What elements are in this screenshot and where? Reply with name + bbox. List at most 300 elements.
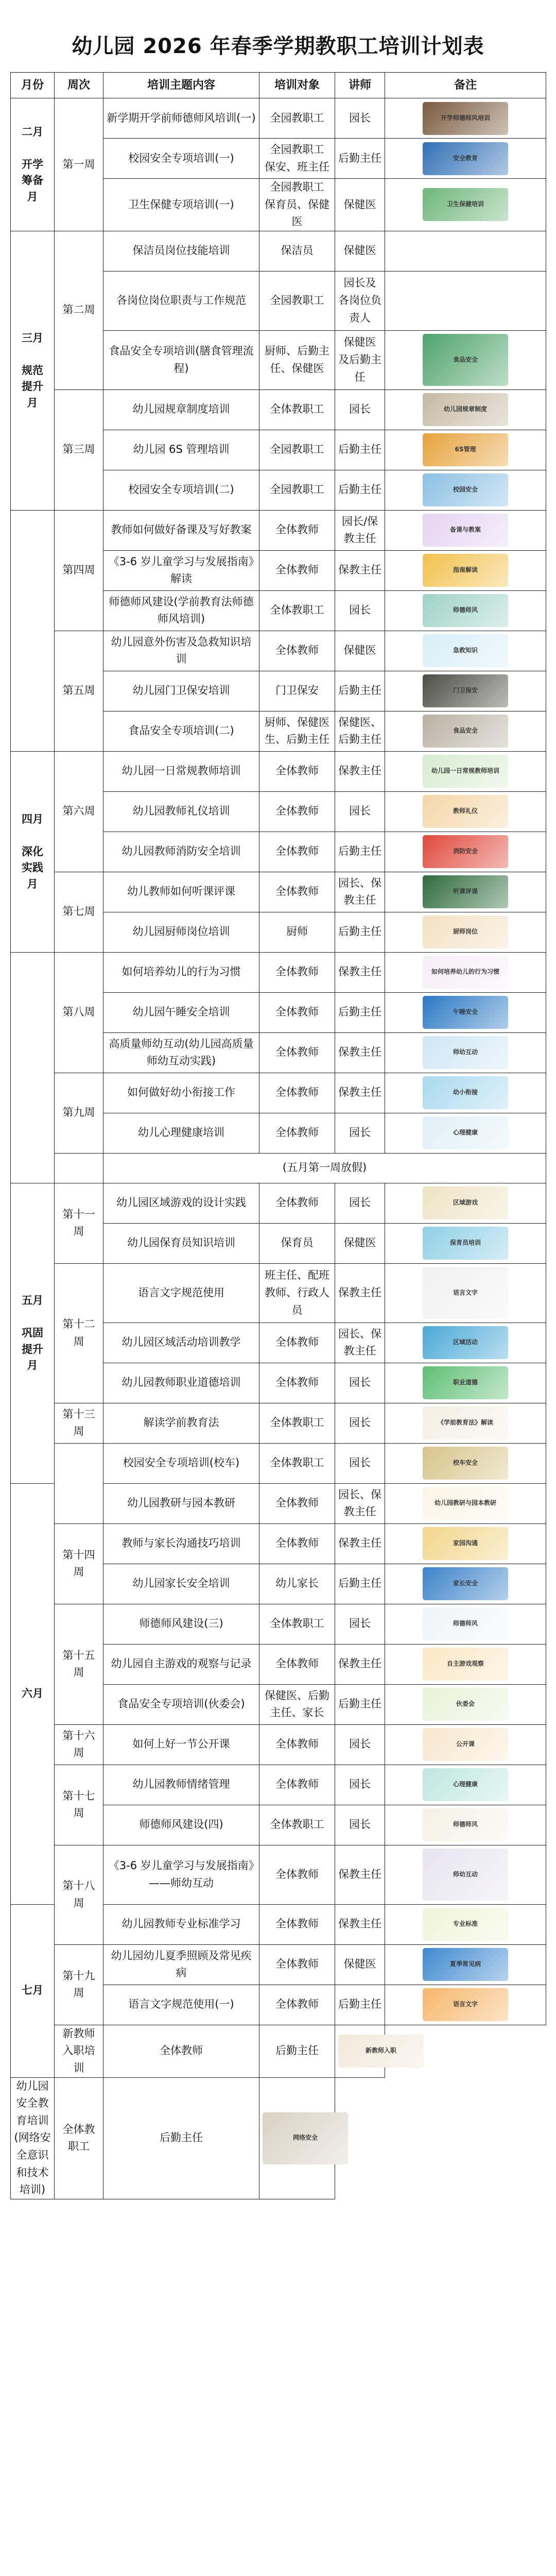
target-cell: 全体教职工 <box>259 1443 335 1483</box>
target-cell: 全体教师 <box>259 1724 335 1765</box>
note-cell <box>385 671 546 711</box>
table-row <box>11 1403 546 1443</box>
week-cell: 第一周 <box>55 98 103 231</box>
target-cell: 全体教师 <box>259 631 335 671</box>
topic-cell: 幼儿园幼儿夏季照顾及常见疾病 <box>103 1944 259 1985</box>
month-cell: 五月 巩固 提升 月 <box>11 1183 55 1483</box>
note-thumbnail-image <box>423 1366 508 1399</box>
note-cell <box>385 510 546 550</box>
target-cell: 全体教师 <box>259 510 335 550</box>
lecturer-cell: 园长 <box>335 1363 385 1403</box>
lecturer-cell: 保教主任 <box>335 550 385 590</box>
note-thumbnail-caption: 师德师风 <box>453 1620 478 1628</box>
note-thumbnail-caption: 公开课 <box>456 1740 475 1748</box>
topic-cell: 食品安全专项培训(伙委会) <box>103 1684 259 1724</box>
note-thumbnail-caption: 保育员培训 <box>449 1239 481 1247</box>
lecturer-cell: 后勤主任 <box>335 992 385 1032</box>
note-cell <box>385 1985 546 2025</box>
topic-cell: 语言文字规范使用 <box>103 1263 259 1323</box>
lecturer-cell: 园长 <box>335 1604 385 1644</box>
week-cell <box>55 1443 103 1523</box>
lecturer-cell: 后勤主任 <box>335 1564 385 1604</box>
note-cell <box>385 1403 546 1443</box>
target-cell: 全体教师 <box>259 1183 335 1223</box>
note-cell <box>385 872 546 912</box>
table-row <box>11 2077 546 2199</box>
note-thumbnail-image <box>423 1267 508 1319</box>
note-cell <box>385 330 546 389</box>
note-cell <box>385 430 546 470</box>
note-thumbnail-caption: 指南解读 <box>453 566 478 574</box>
week-cell: 第三周 <box>55 389 103 510</box>
lecturer-cell: 保健医 及后勤主任 <box>335 330 385 389</box>
lecturer-cell: 保教主任 <box>335 1523 385 1564</box>
note-thumbnail-caption: 听课评课 <box>453 888 478 895</box>
note-thumbnail-caption: 门卫保安 <box>453 687 478 694</box>
lecturer-cell: 保教主任 <box>335 1032 385 1073</box>
topic-cell: 幼儿园教师职业道德培训 <box>103 1363 259 1403</box>
note-thumbnail-caption: 《学前教育法》解读 <box>437 1419 493 1427</box>
topic-cell: 语言文字规范使用(一) <box>103 1985 259 2025</box>
lecturer-cell: 后勤主任 <box>259 2025 335 2077</box>
header-month: 月份 <box>11 73 55 98</box>
note-cell <box>385 1644 546 1684</box>
lecturer-cell: 保教主任 <box>335 952 385 992</box>
note-cell <box>385 1323 546 1363</box>
note-thumbnail-caption: 伙委会 <box>456 1700 475 1708</box>
topic-cell: 幼儿园午睡安全培训 <box>103 992 259 1032</box>
note-thumbnail-caption: 夏季常见病 <box>449 1960 481 1968</box>
header-note: 备注 <box>385 73 546 98</box>
note-thumbnail-image <box>423 715 508 748</box>
lecturer-cell: 园长/保教主任 <box>335 510 385 550</box>
table-header-row <box>11 73 546 98</box>
lecturer-cell: 保健医 <box>335 631 385 671</box>
note-cell <box>385 1523 546 1564</box>
table-row <box>11 1724 546 1765</box>
target-cell: 全体教师 <box>103 2025 259 2077</box>
lecturer-cell: 园长、保教主任 <box>335 872 385 912</box>
note-thumbnail-image <box>423 1908 508 1941</box>
note-thumbnail-caption: 开学师德师风培训 <box>440 114 490 122</box>
note-thumbnail-caption: 专业标准 <box>453 1920 478 1928</box>
note-thumbnail-caption: 语言文字 <box>453 2001 478 2008</box>
lecturer-cell: 园长 <box>335 98 385 139</box>
note-thumbnail-image <box>423 102 508 135</box>
target-cell: 全园教职工 保安、班主任 <box>259 139 335 179</box>
topic-cell: 如何做好幼小衔接工作 <box>103 1073 259 1113</box>
topic-cell: 校园安全专项培训(二) <box>103 470 259 510</box>
note-thumbnail-image <box>423 996 508 1029</box>
table-row <box>11 98 546 139</box>
target-cell: 全园教职工 <box>259 271 335 330</box>
target-cell: 全体教师 <box>259 791 335 832</box>
note-cell <box>385 631 546 671</box>
topic-cell: 高质量师幼互动(幼儿园高质量师幼互动实践) <box>103 1032 259 1073</box>
note-cell <box>385 1363 546 1403</box>
note-cell <box>385 912 546 952</box>
lecturer-cell: 保教主任 <box>335 1904 385 1944</box>
lecturer-cell: 保健医 <box>335 179 385 231</box>
week-cell: 第十六周 <box>55 1724 103 1765</box>
target-cell: 全体教师 <box>259 1644 335 1684</box>
lecturer-cell: 后勤主任 <box>103 2077 259 2199</box>
target-cell: 班主任、配班教师、行政人员 <box>259 1263 335 1323</box>
header-lecturer: 讲师 <box>335 73 385 98</box>
note-thumbnail-image <box>423 433 508 466</box>
note-thumbnail-image <box>338 2035 424 2067</box>
lecturer-cell: 后勤主任 <box>335 1684 385 1724</box>
table-row <box>11 1153 546 1183</box>
lecturer-cell: 后勤主任 <box>335 832 385 872</box>
lecturer-cell: 园长 <box>335 590 385 631</box>
lecturer-cell: 后勤主任 <box>335 470 385 510</box>
note-cell <box>385 1904 546 1944</box>
lecturer-cell: 保教主任 <box>335 1644 385 1684</box>
week-cell: 第十二周 <box>55 1263 103 1403</box>
target-cell: 厨师 <box>259 912 335 952</box>
target-cell: 全体教职工 <box>259 590 335 631</box>
target-cell: 全园教职工 <box>259 98 335 139</box>
note-thumbnail-image <box>423 188 508 221</box>
topic-cell: 幼儿园自主游戏的观察与记录 <box>103 1644 259 1684</box>
note-thumbnail-caption: 6S管理 <box>455 446 476 453</box>
target-cell: 全体教师 <box>259 1323 335 1363</box>
week-cell: 第十八周 <box>55 1845 103 1944</box>
topic-cell: 教师与家长沟通技巧培训 <box>103 1523 259 1564</box>
note-thumbnail-caption: 家长安全 <box>453 1580 478 1587</box>
note-thumbnail-caption: 厨师岗位 <box>453 928 478 936</box>
training-plan-table <box>10 72 546 2199</box>
table-row <box>11 1183 546 1223</box>
table-row <box>11 1765 546 1805</box>
note-thumbnail-caption: 自主游戏观察 <box>446 1660 484 1668</box>
note-thumbnail-caption: 师德师风 <box>453 1821 478 1828</box>
target-cell: 全体教师 <box>259 550 335 590</box>
topic-cell: 教师如何做好备课及写好教案 <box>103 510 259 550</box>
lecturer-cell: 园长、保教主任 <box>335 1323 385 1363</box>
header-target: 培训对象 <box>259 73 335 98</box>
note-thumbnail-caption: 如何培养幼儿的行为习惯 <box>431 968 499 976</box>
note-thumbnail-image <box>423 674 508 707</box>
topic-cell: 幼儿园教师专业标准学习 <box>103 1904 259 1944</box>
note-thumbnail-image <box>423 334 508 386</box>
note-thumbnail-image <box>423 393 508 426</box>
note-thumbnail-image <box>423 1948 508 1981</box>
topic-cell: 幼儿园家长安全培训 <box>103 1564 259 1604</box>
lecturer-cell: 后勤主任 <box>335 1985 385 2025</box>
note-cell <box>385 1223 546 1263</box>
topic-cell: 幼儿园教师情绪管理 <box>103 1765 259 1805</box>
lecturer-cell: 保健医 <box>335 1944 385 1985</box>
target-cell: 全体教师 <box>259 1765 335 1805</box>
topic-cell: 幼儿园一日常规教师培训 <box>103 751 259 791</box>
week-cell: 第十九周 <box>55 1944 103 2025</box>
topic-cell: 幼儿教师如何听课评课 <box>103 872 259 912</box>
topic-cell: 幼儿园厨师岗位培训 <box>103 912 259 952</box>
topic-cell: 校园安全专项培训(校车) <box>103 1443 259 1483</box>
note-thumbnail-image <box>423 1447 508 1480</box>
note-thumbnail-caption: 师幼互动 <box>453 1048 478 1056</box>
note-thumbnail-image <box>423 1768 508 1801</box>
note-cell <box>385 179 546 231</box>
note-thumbnail-image <box>423 1487 508 1520</box>
note-cell <box>385 1805 546 1845</box>
note-thumbnail-image <box>423 514 508 547</box>
note-thumbnail-image <box>263 2112 348 2164</box>
month-cell: 六月 <box>11 1483 55 1904</box>
target-cell: 全体教师 <box>259 952 335 992</box>
note-thumbnail-image <box>423 1406 508 1439</box>
page-title: 幼儿园 2026 年春季学期教职工培训计划表 <box>72 35 484 58</box>
target-cell: 全体教师 <box>259 751 335 791</box>
lecturer-cell: 保教主任 <box>335 751 385 791</box>
note-cell <box>385 1765 546 1805</box>
lecturer-cell: 园长 <box>335 1403 385 1443</box>
note-thumbnail-caption: 消防安全 <box>453 848 478 855</box>
note-thumbnail-caption: 师幼互动 <box>453 1870 478 1878</box>
note-thumbnail-caption: 职业道德 <box>453 1379 478 1386</box>
table-row <box>11 231 546 271</box>
target-cell: 全体教职工 <box>259 389 335 430</box>
note-thumbnail-image <box>423 916 508 948</box>
week-cell: 第五周 <box>55 631 103 751</box>
note-thumbnail-image <box>423 1567 508 1600</box>
target-cell: 保育员 <box>259 1223 335 1263</box>
note-cell <box>385 751 546 791</box>
table-row <box>11 510 546 550</box>
month-cell <box>11 510 55 751</box>
note-thumbnail-caption: 语言文字 <box>453 1289 478 1296</box>
note-cell <box>385 1483 546 1523</box>
note-thumbnail-caption: 区域活动 <box>453 1338 478 1346</box>
topic-cell: 师德师风建设(三) <box>103 1604 259 1644</box>
note-thumbnail-caption: 校园安全 <box>453 486 478 494</box>
note-thumbnail-image <box>423 1607 508 1640</box>
lecturer-cell: 园长 <box>335 1724 385 1765</box>
topic-cell: 幼儿园区域游戏的设计实践 <box>103 1183 259 1223</box>
topic-cell: 幼儿园规章制度培训 <box>103 389 259 430</box>
note-cell <box>385 1032 546 1073</box>
note-thumbnail-image <box>423 1116 508 1149</box>
note-thumbnail-image <box>423 1808 508 1841</box>
month-cell: 七月 <box>11 1904 55 2077</box>
table-body <box>11 98 546 2199</box>
note-thumbnail-caption: 心理健康 <box>453 1129 478 1137</box>
week-cell: 第十五周 <box>55 1604 103 1724</box>
lecturer-cell: 园长、保教主任 <box>335 1483 385 1523</box>
note-thumbnail-caption: 师德师风 <box>453 606 478 614</box>
table-row <box>11 751 546 791</box>
note-cell <box>385 1845 546 1904</box>
note-cell <box>385 1073 546 1113</box>
note-thumbnail-image <box>423 1527 508 1560</box>
table-row <box>11 1073 546 1113</box>
table-row <box>11 2025 546 2077</box>
topic-cell: 解读学前教育法 <box>103 1403 259 1443</box>
topic-cell: 幼儿心理健康培训 <box>103 1113 259 1153</box>
target-cell: 全体教职工 <box>55 2077 103 2199</box>
note-thumbnail-image <box>423 1648 508 1681</box>
note-cell <box>385 952 546 992</box>
target-cell: 全体教师 <box>259 1113 335 1153</box>
week-cell: 第十七周 <box>55 1765 103 1845</box>
week-cell: 第十三周 <box>55 1403 103 1443</box>
lecturer-cell: 园长 <box>335 1765 385 1805</box>
note-thumbnail-caption: 家园沟通 <box>453 1539 478 1547</box>
note-cell <box>385 550 546 590</box>
note-cell <box>385 1263 546 1323</box>
note-thumbnail-caption: 心理健康 <box>453 1781 478 1788</box>
note-thumbnail-caption: 教师礼仪 <box>453 807 478 815</box>
header-week: 周次 <box>55 73 103 98</box>
lecturer-cell: 后勤主任 <box>335 671 385 711</box>
target-cell: 保洁员 <box>259 231 335 271</box>
note-thumbnail-caption: 校车安全 <box>453 1459 478 1467</box>
target-cell: 幼儿家长 <box>259 1564 335 1604</box>
topic-cell: 师德师风建设(学前教育法师德师风培训) <box>103 590 259 631</box>
month-cell: 三月 规范 提升 月 <box>11 231 55 510</box>
topic-cell: 幼儿园教研与园本教研 <box>103 1483 259 1523</box>
note-thumbnail-image <box>423 634 508 667</box>
month-cell: 四月 深化 实践 月 <box>11 751 55 952</box>
topic-cell: 幼儿园 6S 管理培训 <box>103 430 259 470</box>
week-cell: 第十四周 <box>55 1523 103 1604</box>
note-thumbnail-image <box>423 1688 508 1721</box>
note-thumbnail-caption: 急救知识 <box>453 647 478 654</box>
note-thumbnail-image <box>423 1036 508 1069</box>
lecturer-cell: 保教主任 <box>335 1263 385 1323</box>
holiday-cell: (五月第一周放假) <box>103 1153 546 1183</box>
note-thumbnail-image <box>423 473 508 506</box>
note-cell <box>385 1724 546 1765</box>
target-cell: 全园教职工 保育员、保健医 <box>259 179 335 231</box>
note-cell <box>335 2025 396 2077</box>
lecturer-cell: 后勤主任 <box>335 912 385 952</box>
note-cell <box>385 1183 546 1223</box>
lecturer-cell: 保健医 <box>335 1223 385 1263</box>
note-thumbnail-caption: 新教师入职 <box>365 2047 396 2055</box>
note-thumbnail-image <box>423 1076 508 1109</box>
lecturer-cell: 保教主任 <box>335 1845 385 1904</box>
topic-cell: 各岗位岗位职责与工作规范 <box>103 271 259 330</box>
note-cell <box>385 271 546 330</box>
target-cell: 全体教师 <box>259 992 335 1032</box>
note-thumbnail-caption: 区域游戏 <box>453 1199 478 1207</box>
topic-cell: 新学期开学前师德师风培训(一) <box>103 98 259 139</box>
note-cell <box>385 1564 546 1604</box>
note-cell <box>385 1684 546 1724</box>
topic-cell: 幼儿园意外伤害及急救知识培训 <box>103 631 259 671</box>
target-cell: 全园教职工 <box>259 430 335 470</box>
note-thumbnail-image <box>423 795 508 828</box>
note-cell <box>385 231 546 271</box>
lecturer-cell: 后勤主任 <box>335 139 385 179</box>
topic-cell: 幼儿园门卫保安培训 <box>103 671 259 711</box>
table-row <box>11 1263 546 1323</box>
note-cell <box>385 389 546 430</box>
note-thumbnail-image <box>423 1227 508 1260</box>
topic-cell: 新教师入职培训 <box>55 2025 103 2077</box>
note-thumbnail-caption: 幼儿园规章制度 <box>443 405 487 413</box>
topic-cell: 幼儿园区域活动培训教学 <box>103 1323 259 1363</box>
note-cell <box>385 139 546 179</box>
note-cell <box>385 1443 546 1483</box>
target-cell: 全体教师 <box>259 1845 335 1904</box>
note-thumbnail-caption: 卫生保健培训 <box>446 200 484 208</box>
lecturer-cell: 保健医 <box>335 231 385 271</box>
note-cell <box>385 590 546 631</box>
note-cell <box>385 1113 546 1153</box>
note-thumbnail-caption: 幼儿园一日常规教师培训 <box>431 767 499 775</box>
note-thumbnail-image <box>423 594 508 627</box>
note-thumbnail-caption: 幼小衔接 <box>453 1089 478 1096</box>
note-thumbnail-image <box>423 956 508 989</box>
note-cell <box>259 2077 335 2199</box>
note-thumbnail-image <box>423 835 508 868</box>
target-cell: 全体教师 <box>259 1483 335 1523</box>
topic-cell: 食品安全专项培训(膳食管理流程) <box>103 330 259 389</box>
note-thumbnail-image <box>423 1326 508 1359</box>
lecturer-cell: 保教主任 <box>335 1073 385 1113</box>
note-cell <box>385 832 546 872</box>
table-row <box>11 1604 546 1644</box>
header-topic: 培训主题内容 <box>103 73 259 98</box>
topic-cell: 如何培养幼儿的行为习惯 <box>103 952 259 992</box>
topic-cell: 《3-6 岁儿童学习与发展指南》——师幼互动 <box>103 1845 259 1904</box>
note-cell <box>385 1604 546 1644</box>
topic-cell: 幼儿园保育员知识培训 <box>103 1223 259 1263</box>
note-thumbnail-image <box>423 1988 508 2021</box>
week-cell: 第八周 <box>55 952 103 1073</box>
note-thumbnail-caption: 网络安全 <box>292 2134 318 2142</box>
table-row <box>11 952 546 992</box>
lecturer-cell: 园长 <box>335 1443 385 1483</box>
note-thumbnail-image <box>423 1728 508 1761</box>
target-cell: 全体教师 <box>259 1985 335 2025</box>
week-cell: 第十一周 <box>55 1183 103 1263</box>
topic-cell: 《3-6 岁儿童学习与发展指南》解读 <box>103 550 259 590</box>
table-row <box>11 631 546 671</box>
lecturer-cell: 园长 <box>335 1113 385 1153</box>
note-cell <box>385 1944 546 1985</box>
note-thumbnail-caption: 午睡安全 <box>453 1008 478 1016</box>
week-cell: 第六周 <box>55 751 103 872</box>
target-cell: 厨师、保健医生、后勤主任 <box>259 711 335 751</box>
target-cell: 全体教师 <box>259 1523 335 1564</box>
target-cell: 全体教师 <box>259 1944 335 1985</box>
note-thumbnail-caption: 食品安全 <box>453 727 478 735</box>
note-thumbnail-image <box>423 554 508 587</box>
week-cell: 第四周 <box>55 510 103 631</box>
table-row <box>11 1443 546 1483</box>
lecturer-cell: 园长及 各岗位负责人 <box>335 271 385 330</box>
lecturer-cell: 园长 <box>335 1805 385 1845</box>
lecturer-cell: 后勤主任 <box>335 430 385 470</box>
target-cell: 保健医、后勤主任、家长 <box>259 1684 335 1724</box>
target-cell: 门卫保安 <box>259 671 335 711</box>
table-row <box>11 389 546 430</box>
note-thumbnail-image <box>423 875 508 908</box>
table-row <box>11 1944 546 1985</box>
topic-cell: 食品安全专项培训(二) <box>103 711 259 751</box>
week-cell: 第二周 <box>55 231 103 389</box>
topic-cell: 校园安全专项培训(一) <box>103 139 259 179</box>
target-cell: 全体教职工 <box>259 1805 335 1845</box>
target-cell: 全体教师 <box>259 1032 335 1073</box>
target-cell: 全体教职工 <box>259 1403 335 1443</box>
topic-cell: 幼儿园教师消防安全培训 <box>103 832 259 872</box>
